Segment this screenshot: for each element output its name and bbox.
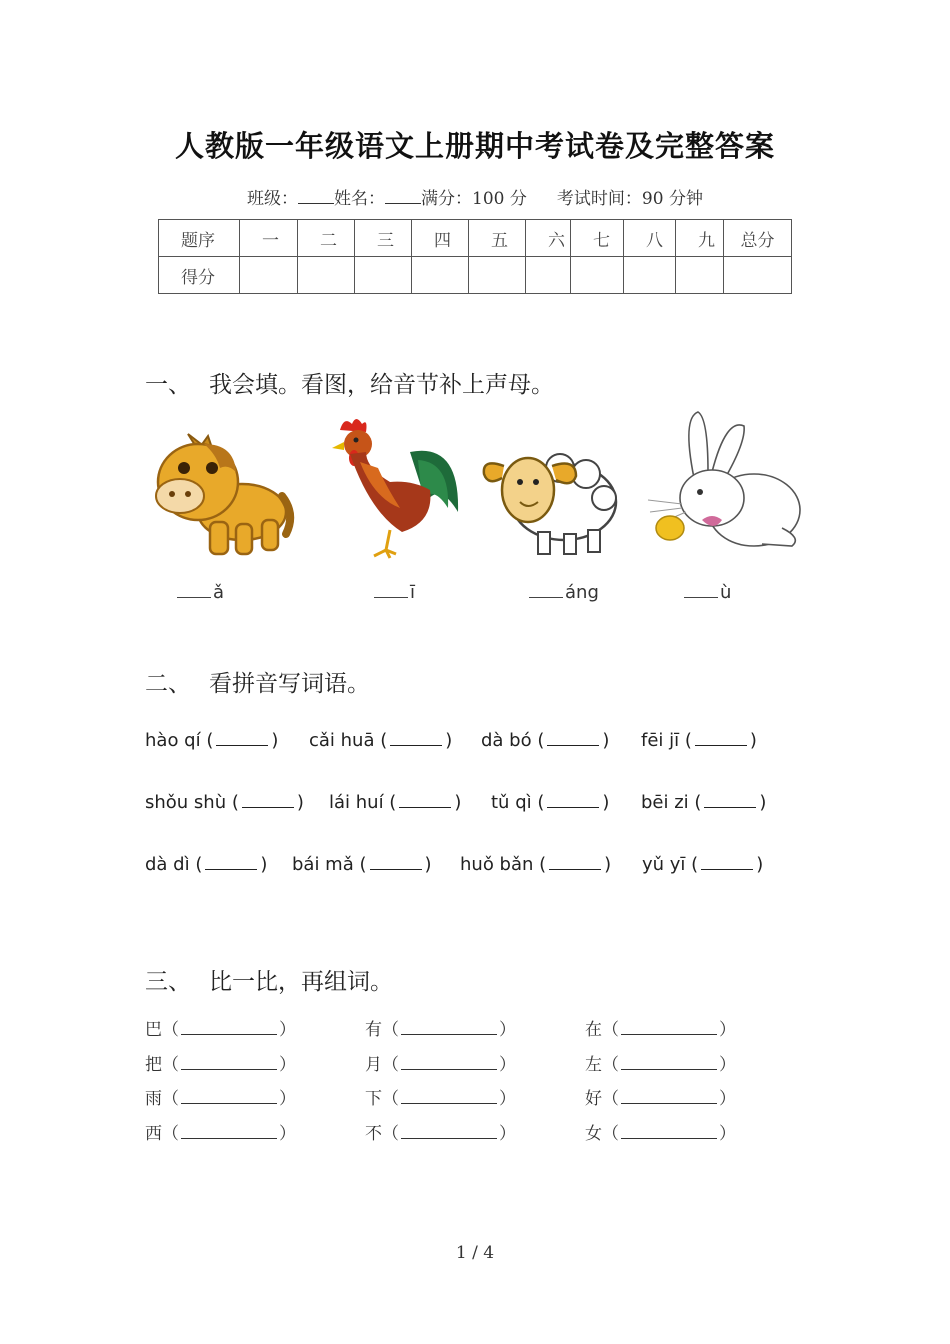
answer-blank[interactable] [547,731,599,746]
answer-blank[interactable] [181,1022,277,1035]
answer-blank[interactable] [684,583,718,598]
pinyin-caption-rabbit [684,582,731,603]
rabbit-icon [642,408,806,554]
header-cell: 九 [676,220,724,257]
answer-blank[interactable] [401,1091,497,1104]
word-item: 巴（ ） [145,1020,296,1040]
pinyin-item: bēi zi ( ) [641,792,767,813]
pinyin-item: dà dì ( ) [145,854,268,875]
answer-blank[interactable] [181,1126,277,1139]
section-number: 一、 [145,372,191,398]
section-title: 看拼音写词语。 [209,671,370,697]
answer-blank[interactable] [370,855,422,870]
pinyin-item: dà bó ( ) [481,730,610,751]
score-table [158,219,792,294]
answer-blank[interactable] [390,731,442,746]
answer-blank[interactable] [621,1126,717,1139]
score-cell[interactable] [676,257,724,294]
answer-blank[interactable] [399,793,451,808]
name-label: 姓名： [334,189,386,209]
section3-heading [145,963,393,996]
word-item: 在（ ） [585,1020,736,1040]
section-title: 我会填。看图，给音节补上声母。 [209,372,554,398]
score-cell[interactable] [624,257,676,294]
pinyin-item: bái mǎ ( ) [292,854,432,875]
answer-blank[interactable] [549,855,601,870]
pinyin-item: yǔ yī ( ) [642,854,764,875]
word-item: 有（ ） [365,1020,516,1040]
header-cell: 四 [412,220,469,257]
answer-blank[interactable] [181,1057,277,1070]
horse-icon [150,424,296,560]
score-table-header-row [159,220,792,257]
word-item: 女（ ） [585,1123,736,1144]
header-cell: 六 [526,220,571,257]
score-cell[interactable] [240,257,298,294]
score-cell[interactable] [526,257,571,294]
answer-blank[interactable] [695,731,747,746]
pinyin-item: tǔ qì ( ) [491,792,610,813]
answer-blank[interactable] [242,793,294,808]
answer-blank[interactable] [374,583,408,598]
pinyin-item: cǎi huā ( ) [309,730,453,751]
pinyin-item: lái huí ( ) [329,792,462,813]
exam-time: 考试时间：90 分钟 [556,189,703,209]
word-item: 左（ ） [585,1054,736,1075]
pinyin-caption-horse [177,582,224,603]
answer-blank[interactable] [529,583,563,598]
pinyin-final: ī [410,582,416,603]
sheep-icon [480,428,620,564]
page-number: 1 / 4 [455,1243,495,1263]
name-blank[interactable] [385,189,421,204]
header-cell: 总分 [724,220,792,257]
header-cell: 一 [240,220,298,257]
full-score: 满分：100 分 [421,189,527,209]
header-cell: 五 [469,220,526,257]
score-cell[interactable] [355,257,412,294]
score-table-score-row [159,257,792,294]
answer-blank[interactable] [547,793,599,808]
rooster-icon [330,412,462,562]
section-number: 三、 [145,969,191,995]
pinyin-final: áng [565,582,599,603]
answer-blank[interactable] [205,855,257,870]
word-item: 不（ ） [365,1123,516,1144]
pinyin-caption-rooster [374,582,415,603]
pinyin-item: fēi jī ( ) [641,730,757,751]
word-item: 雨（ ） [145,1089,296,1109]
word-item: 月（ ） [365,1054,516,1075]
exam-info [0,184,950,209]
answer-blank[interactable] [177,583,211,598]
pinyin-final: ǎ [213,582,225,603]
answer-blank[interactable] [401,1057,497,1070]
answer-blank[interactable] [401,1126,497,1139]
word-item: 把（ ） [145,1054,296,1075]
class-label: 班级： [247,189,299,209]
pinyin-item: hào qí ( ) [145,730,279,751]
answer-blank[interactable] [621,1022,717,1035]
pinyin-row-2 [145,792,766,813]
word-item: 西（ ） [145,1123,296,1144]
section-title: 比一比，再组词。 [209,969,393,995]
score-cell[interactable] [298,257,355,294]
class-blank[interactable] [298,189,334,204]
row-label: 得分 [159,257,240,294]
word-column-2 [365,1015,516,1153]
section2-heading [145,665,370,698]
score-cell[interactable] [724,257,792,294]
page-title: 人教版一年级语文上册期中考试卷及完整答案 [174,129,775,163]
word-column-1 [145,1015,296,1153]
header-cell: 二 [298,220,355,257]
header-cell: 三 [355,220,412,257]
word-column-3 [585,1015,736,1153]
pinyin-item: huǒ bǎn ( ) [460,854,612,875]
answer-blank[interactable] [701,855,753,870]
section-number: 二、 [145,671,191,697]
pinyin-row-1 [145,730,757,751]
answer-blank[interactable] [216,731,268,746]
pinyin-row-3 [145,854,763,875]
header-cell: 八 [624,220,676,257]
score-cell[interactable] [412,257,469,294]
pinyin-final: ù [720,582,732,603]
pinyin-caption-sheep [529,582,599,603]
score-cell[interactable] [469,257,526,294]
answer-blank[interactable] [621,1091,717,1104]
section1-heading [145,366,554,399]
header-cell: 题序 [159,220,240,257]
word-item: 下（ ） [365,1089,516,1109]
header-cell: 七 [571,220,624,257]
answer-blank[interactable] [704,793,756,808]
answer-blank[interactable] [621,1057,717,1070]
pinyin-item: shǒu shù ( ) [145,792,304,813]
answer-blank[interactable] [401,1022,497,1035]
answer-blank[interactable] [181,1091,277,1104]
word-item: 好（ ） [585,1089,736,1109]
score-cell[interactable] [571,257,624,294]
